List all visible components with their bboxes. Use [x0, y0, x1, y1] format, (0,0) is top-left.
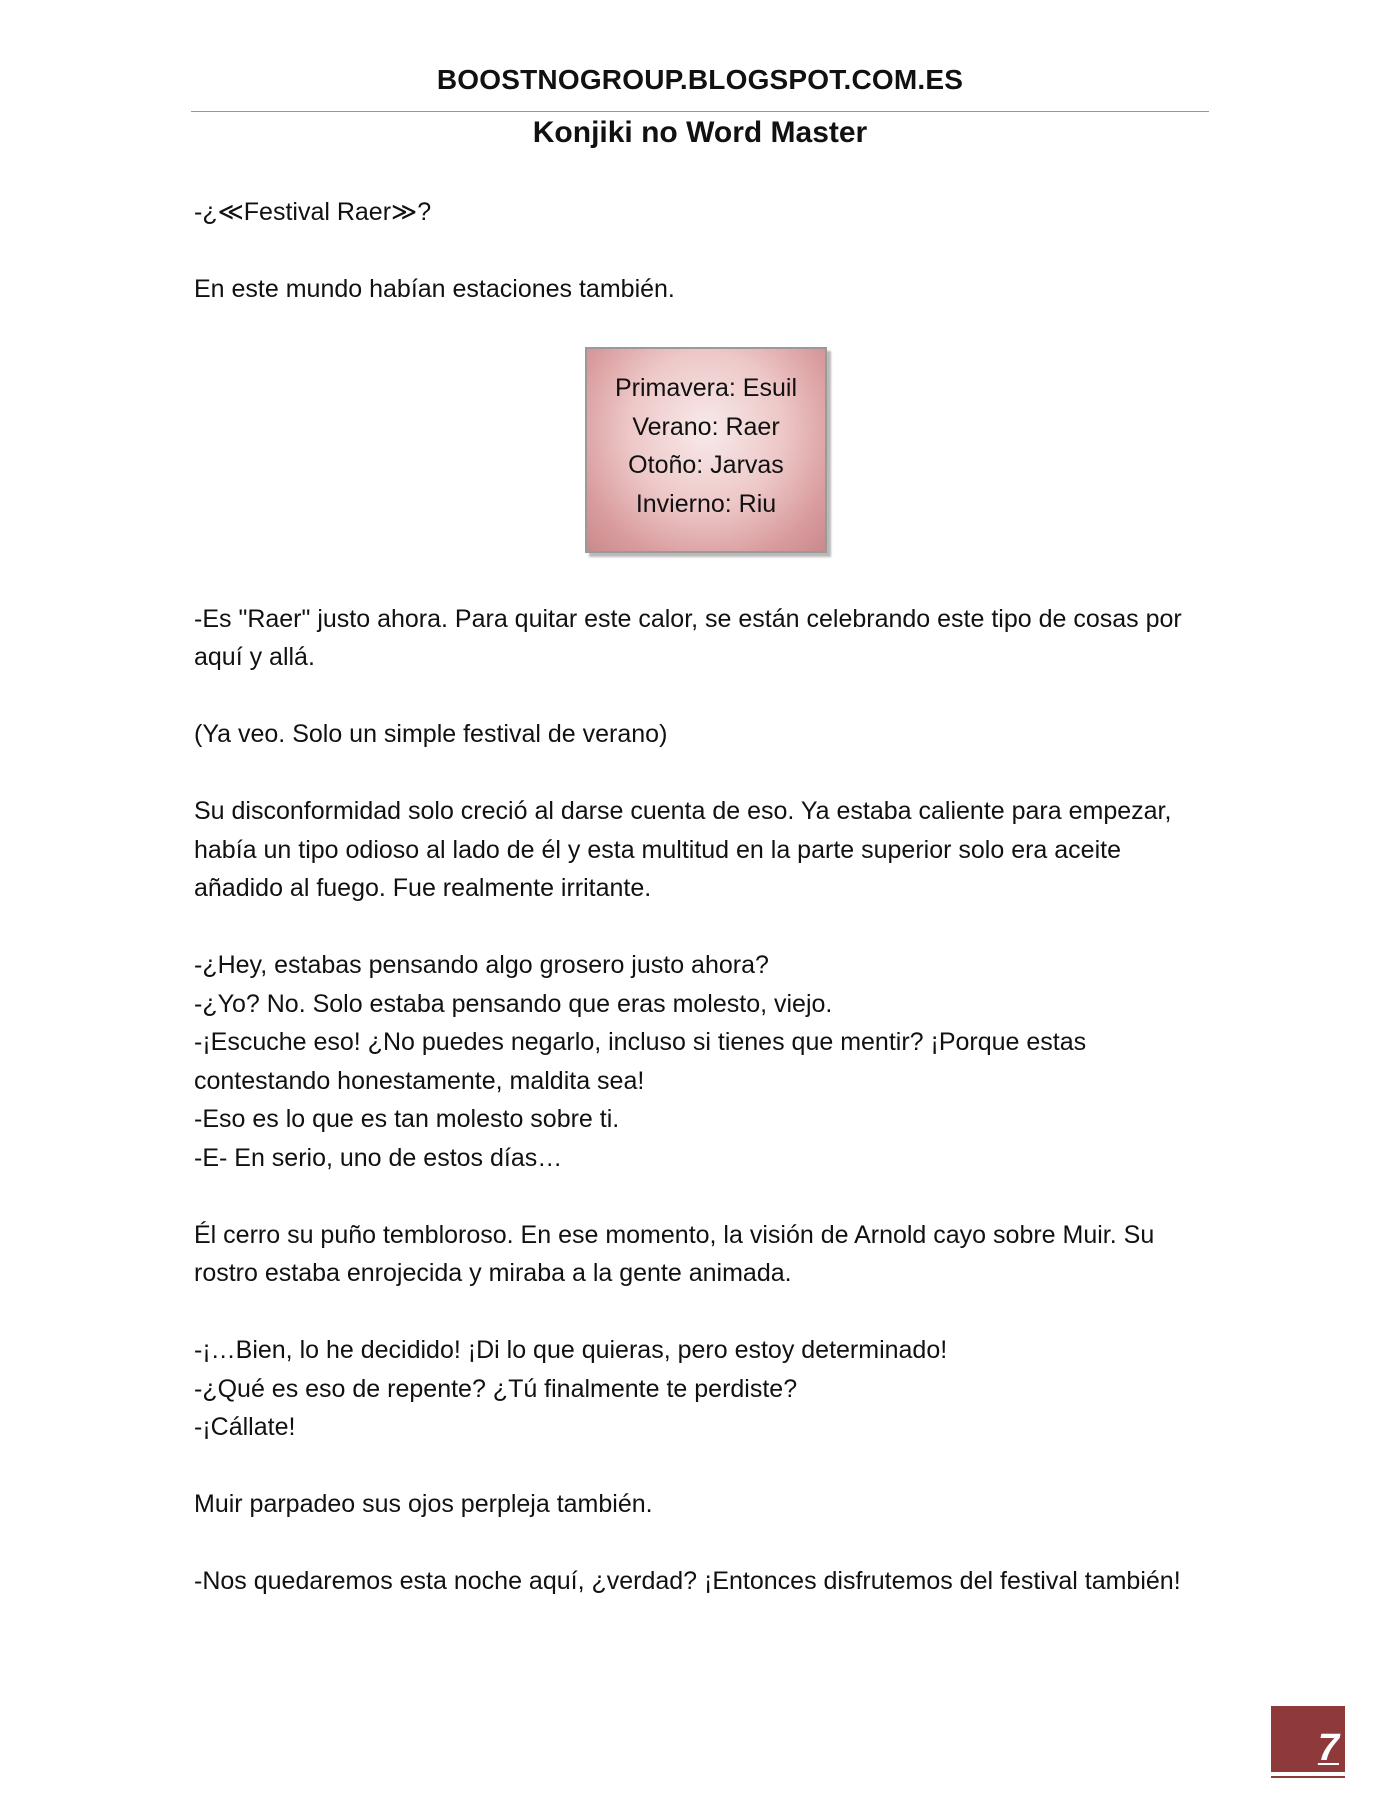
season-line: Verano: Raer [632, 412, 780, 441]
paragraph [194, 715, 1214, 754]
text-line: aquí y allá. [194, 643, 315, 671]
page-number: 7 [1317, 1727, 1339, 1769]
paragraph [194, 792, 1214, 908]
text-line: -¡…Bien, lo he decidido! ¡Di lo que quieras, pero estoy determinado! [194, 1336, 948, 1364]
season-line: Otoño: Jarvas [628, 451, 784, 479]
text-line: -Es "Raer" justo ahora. Para quitar este calor, se están celebrando este tipo de cosas por [194, 604, 1182, 633]
text-line: -¡Escuche eso! ¿No puedes negarlo, incluso si tienes que mentir? ¡Porque estas [194, 1028, 1087, 1056]
paragraph [194, 270, 1214, 309]
text-line: -¿Qué es eso de repente? ¿Tú finalmente te perdiste? [194, 1374, 798, 1403]
text-line: (Ya veo. Solo un simple festival de verano) [194, 720, 668, 748]
text-line: Muir parpadeo sus ojos perpleja también. [194, 1490, 653, 1518]
text-line: Él cerro su puño tembloroso. En ese momento, la visión de Arnold cayo sobre Muir. Su [194, 1220, 1155, 1249]
text-line: -Nos quedaremos esta noche aquí, ¿verdad? ¡Entonces disfrutemos del festival también! [194, 1567, 1181, 1595]
text-line: -E- En serio, uno de estos días… [194, 1143, 563, 1172]
paragraph [194, 1216, 1214, 1293]
text-line: rostro estaba enrojecida y miraba a la gente animada. [194, 1259, 792, 1287]
document-title: Konjiki no Word Master [532, 116, 868, 149]
page-badge-underline [1271, 1776, 1345, 1778]
text-line: había un tipo odioso al lado de él y esta multitud en la parte superior solo era aceite [194, 835, 1121, 864]
text-line: añadido al fuego. Fue realmente irritante. [194, 874, 652, 902]
text-line: -¿≪Festival Raer≫? [194, 198, 432, 226]
season-line: Invierno: Riu [635, 489, 777, 518]
season-line: Primavera: Esuil [615, 374, 797, 402]
paragraph [194, 600, 1214, 677]
text-line: contestando honestamente, maldita sea! [194, 1066, 645, 1095]
paragraph [194, 1562, 1214, 1601]
paragraph [194, 946, 1214, 1177]
text-line: -¿Hey, estabas pensando algo grosero justo ahora? [194, 951, 769, 979]
text-line: -¡Cállate! [194, 1413, 296, 1441]
text-line: Su disconformidad solo creció al darse cuenta de eso. Ya estaba caliente para empezar, [194, 797, 1172, 825]
paragraph [194, 193, 1214, 232]
header-divider [191, 111, 1209, 112]
text-line: -¿Yo? No. Solo estaba pensando que eras molesto, viejo. [194, 989, 833, 1018]
seasons-box [585, 347, 827, 553]
text-line: En este mundo habían estaciones también. [194, 275, 675, 303]
site-header: BOOSTNOGROUP.BLOGSPOT.COM.ES [436, 64, 964, 95]
paragraph [194, 1485, 1214, 1524]
document-body [194, 193, 1214, 1639]
paragraph [194, 1331, 1214, 1447]
seasons-box-container [194, 347, 1214, 561]
text-line: -Eso es lo que es tan molesto sobre ti. [194, 1105, 620, 1133]
page-number-badge [1271, 1706, 1345, 1772]
